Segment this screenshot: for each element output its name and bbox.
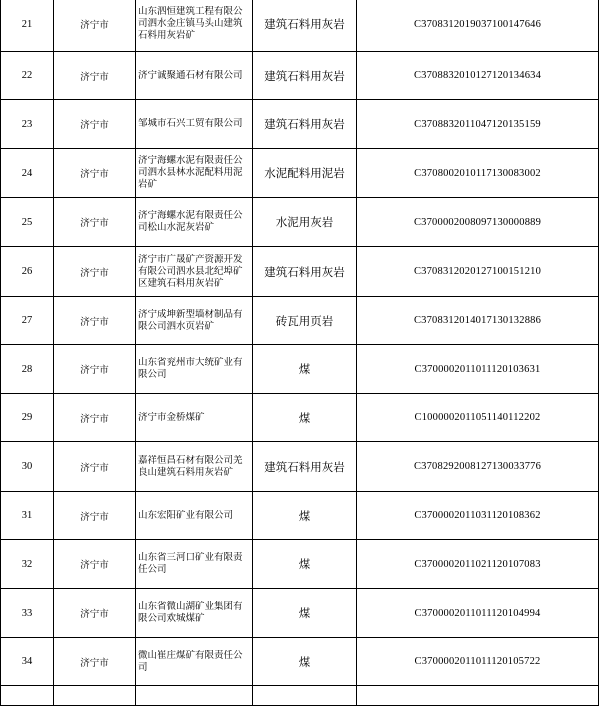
city-cell bbox=[54, 100, 136, 149]
company-name-cell bbox=[136, 247, 253, 297]
table-row bbox=[1, 686, 599, 706]
mineral-text: 煤 bbox=[298, 606, 311, 620]
table-row bbox=[1, 52, 599, 100]
mineral-text: 煤 bbox=[298, 557, 311, 571]
row-number-text: 21 bbox=[21, 18, 33, 30]
license-code-cell bbox=[357, 345, 599, 394]
mineral-text: 建筑石料用灰岩 bbox=[264, 264, 345, 279]
mineral-text: 砖瓦用页岩 bbox=[275, 313, 334, 328]
row-number-text: 31 bbox=[21, 510, 33, 521]
mineral-cell bbox=[253, 394, 357, 442]
license-code-cell bbox=[357, 297, 599, 345]
mineral-cell bbox=[253, 492, 357, 540]
city-text: 济宁市 bbox=[80, 560, 109, 571]
table-row bbox=[1, 297, 599, 345]
license-code-text: C3708002010117130083002 bbox=[414, 167, 541, 179]
city-text: 济宁市 bbox=[80, 267, 109, 279]
license-code-cell bbox=[357, 247, 599, 297]
mineral-cell bbox=[253, 345, 357, 394]
company-name-text: 山东泗恒建筑工程有限公司泗水金庄镇马头山建筑石料用灰岩矿 bbox=[138, 6, 243, 41]
company-name-text: 济宁海螺水泥有限责任公司松山水泥灰岩矿 bbox=[138, 210, 243, 233]
company-name-text: 济宁市广晟矿产资源开发有限公司泗水县北纪埠矿区建筑石料用灰岩矿 bbox=[138, 253, 243, 289]
row-number-cell bbox=[1, 345, 54, 394]
row-number-cell bbox=[1, 394, 54, 442]
company-name-cell bbox=[136, 540, 253, 589]
license-code-text: C1000002011051140112202 bbox=[414, 412, 541, 423]
city-cell bbox=[54, 297, 136, 345]
license-code-text: C3708292008127130033776 bbox=[413, 461, 542, 472]
license-code-text: C3708832011047120135159 bbox=[414, 118, 541, 130]
mineral-text: 建筑石料用灰岩 bbox=[264, 17, 345, 31]
company-name-cell bbox=[136, 100, 253, 149]
license-code-cell bbox=[357, 638, 599, 686]
company-name-text: 邹城市石兴工贸有限公司 bbox=[138, 118, 243, 129]
table-row bbox=[1, 0, 599, 52]
company-name-text: 济宁成坤新型墙材制品有限公司泗水页岩矿 bbox=[138, 308, 243, 332]
table-row bbox=[1, 492, 599, 540]
row-number-cell bbox=[1, 0, 54, 52]
row-number-cell bbox=[1, 442, 54, 492]
row-number-cell bbox=[1, 247, 54, 297]
city-cell bbox=[54, 247, 136, 297]
row-number-cell bbox=[1, 149, 54, 198]
row-number-text: 22 bbox=[21, 70, 33, 81]
license-code-cell bbox=[357, 394, 599, 442]
city-text: 济宁市 bbox=[80, 365, 109, 376]
mineral-cell bbox=[253, 149, 357, 198]
table-row bbox=[1, 540, 599, 589]
row-number-cell bbox=[1, 297, 54, 345]
row-number-cell bbox=[1, 198, 54, 247]
license-code-text: C3708312019037100147646 bbox=[413, 18, 542, 30]
row-number-cell bbox=[1, 492, 54, 540]
mineral-cell bbox=[253, 297, 357, 345]
company-name-cell bbox=[136, 686, 253, 706]
license-code-text: C3700002011011120105722 bbox=[414, 656, 541, 667]
company-name-text: 山东省三河口矿业有限责任公司 bbox=[138, 552, 243, 575]
city-text: 济宁市 bbox=[80, 169, 109, 180]
city-text: 济宁市 bbox=[80, 657, 109, 669]
row-number-text: 27 bbox=[21, 315, 33, 326]
company-name-text: 微山崔庄煤矿有限责任公司 bbox=[138, 649, 243, 673]
company-name-cell bbox=[136, 638, 253, 686]
company-name-cell bbox=[136, 198, 253, 247]
table-row bbox=[1, 247, 599, 297]
city-cell bbox=[54, 149, 136, 198]
license-code-text: C3700002011031120108362 bbox=[414, 510, 541, 521]
city-text: 济宁市 bbox=[80, 120, 109, 131]
license-code-text: C3700002008097130000889 bbox=[413, 216, 542, 228]
company-name-cell bbox=[136, 149, 253, 198]
city-text: 济宁市 bbox=[80, 218, 109, 229]
license-code-cell bbox=[357, 540, 599, 589]
license-code-text: C3708832010127120134634 bbox=[413, 70, 542, 81]
table-row bbox=[1, 638, 599, 686]
mineral-cell bbox=[253, 52, 357, 100]
city-text: 济宁市 bbox=[80, 609, 109, 620]
mineral-cell bbox=[253, 589, 357, 638]
mineral-text: 水泥配料用泥岩 bbox=[264, 166, 345, 180]
mineral-cell bbox=[253, 540, 357, 589]
city-cell bbox=[54, 345, 136, 394]
table-row bbox=[1, 100, 599, 149]
mineral-cell bbox=[253, 247, 357, 297]
city-text: 济宁市 bbox=[80, 71, 109, 83]
mineral-text: 建筑石料用灰岩 bbox=[264, 68, 345, 83]
company-name-cell bbox=[136, 297, 253, 345]
city-cell bbox=[54, 540, 136, 589]
company-name-text: 山东省微山湖矿业集团有限公司欢城煤矿 bbox=[138, 601, 243, 624]
mineral-text: 煤 bbox=[298, 508, 311, 523]
city-cell bbox=[54, 686, 136, 706]
company-name-text: 济宁市金桥煤矿 bbox=[138, 411, 205, 423]
company-name-cell bbox=[136, 52, 253, 100]
license-code-cell bbox=[357, 492, 599, 540]
table-row bbox=[1, 442, 599, 492]
table-row bbox=[1, 149, 599, 198]
mineral-text: 煤 bbox=[298, 654, 311, 669]
company-name-cell bbox=[136, 0, 253, 52]
row-number-text: 29 bbox=[21, 412, 33, 423]
mineral-cell bbox=[253, 442, 357, 492]
company-name-text: 山东宏阳矿业有限公司 bbox=[138, 509, 234, 521]
row-number-text: 23 bbox=[21, 118, 33, 130]
license-code-text: C3708312020127100151210 bbox=[413, 266, 542, 277]
city-text: 济宁市 bbox=[80, 511, 109, 523]
license-code-cell bbox=[357, 198, 599, 247]
mineral-text: 建筑石料用灰岩 bbox=[264, 459, 345, 474]
license-code-cell bbox=[357, 589, 599, 638]
license-code-cell bbox=[357, 52, 599, 100]
company-name-cell bbox=[136, 394, 253, 442]
row-number-text: 28 bbox=[21, 363, 33, 375]
company-name-cell bbox=[136, 492, 253, 540]
license-code-cell bbox=[357, 149, 599, 198]
row-number-cell bbox=[1, 686, 54, 706]
mineral-cell bbox=[253, 100, 357, 149]
mineral-cell bbox=[253, 638, 357, 686]
license-code-text: C3700002011011120104994 bbox=[414, 607, 541, 619]
city-text: 济宁市 bbox=[80, 20, 109, 31]
license-code-cell bbox=[357, 0, 599, 52]
row-number-cell bbox=[1, 589, 54, 638]
company-name-text: 山东省兖州市大统矿业有限公司 bbox=[138, 357, 243, 380]
city-cell bbox=[54, 52, 136, 100]
license-code-cell bbox=[357, 100, 599, 149]
company-name-text: 济宁诚聚通石材有限公司 bbox=[138, 69, 243, 81]
city-cell bbox=[54, 638, 136, 686]
mineral-cell bbox=[253, 0, 357, 52]
mineral-text: 煤 bbox=[298, 410, 311, 425]
city-text: 济宁市 bbox=[80, 413, 109, 425]
table-row bbox=[1, 589, 599, 638]
city-cell bbox=[54, 394, 136, 442]
table-row bbox=[1, 394, 599, 442]
row-number-cell bbox=[1, 52, 54, 100]
row-number-text: 30 bbox=[21, 461, 33, 472]
row-number-cell bbox=[1, 638, 54, 686]
table-body bbox=[1, 0, 599, 706]
mineral-text: 水泥用灰岩 bbox=[275, 215, 334, 229]
company-name-cell bbox=[136, 345, 253, 394]
row-number-text: 25 bbox=[21, 216, 33, 228]
mineral-cell bbox=[253, 686, 357, 706]
city-cell bbox=[54, 492, 136, 540]
table-row bbox=[1, 198, 599, 247]
row-number-cell bbox=[1, 540, 54, 589]
mineral-text: 煤 bbox=[298, 362, 311, 376]
city-cell bbox=[54, 0, 136, 52]
city-text: 济宁市 bbox=[80, 462, 109, 474]
city-cell bbox=[54, 198, 136, 247]
row-number-text: 32 bbox=[21, 558, 33, 570]
row-number-text: 34 bbox=[21, 656, 33, 667]
city-text: 济宁市 bbox=[80, 316, 109, 328]
license-code-text: C3708312014017130132886 bbox=[413, 315, 542, 326]
company-name-text: 济宁海螺水泥有限责任公司泗水县林水泥配料用泥岩矿 bbox=[138, 155, 243, 190]
license-code-text: C3700002011011120103631 bbox=[414, 363, 541, 375]
table-row bbox=[1, 345, 599, 394]
license-code-text: C3700002011021120107083 bbox=[414, 558, 541, 570]
row-number-text: 24 bbox=[21, 167, 33, 179]
mineral-text: 建筑石料用灰岩 bbox=[264, 117, 345, 131]
license-code-cell bbox=[357, 686, 599, 706]
city-cell bbox=[54, 442, 136, 492]
company-name-cell bbox=[136, 442, 253, 492]
city-cell bbox=[54, 589, 136, 638]
row-number-cell bbox=[1, 100, 54, 149]
license-code-cell bbox=[357, 442, 599, 492]
row-number-text: 26 bbox=[21, 266, 33, 277]
mineral-cell bbox=[253, 198, 357, 247]
company-name-cell bbox=[136, 589, 253, 638]
company-name-text: 嘉祥恒昌石材有限公司羌良山建筑石料用灰岩矿 bbox=[138, 454, 243, 478]
row-number-text: 33 bbox=[21, 607, 33, 619]
